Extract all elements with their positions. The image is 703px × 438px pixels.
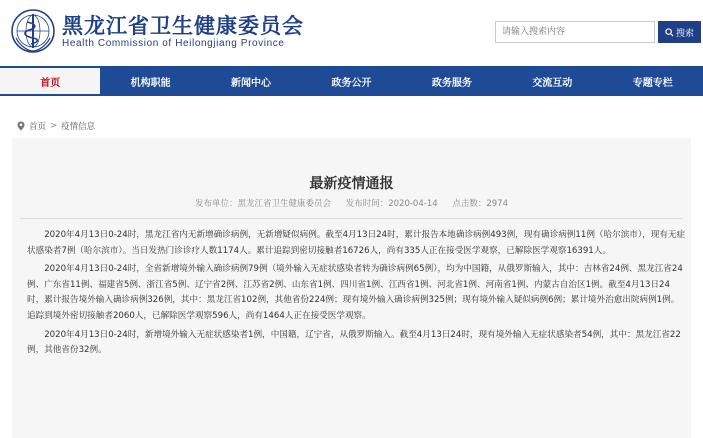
breadcrumb-home-link[interactable]: 首页 — [29, 122, 47, 132]
site-header — [0, 0, 703, 66]
article-body — [27, 228, 687, 362]
article-title: 最新疫情通报 — [309, 176, 394, 192]
nav-item-gov-services[interactable]: 政务服务 — [431, 77, 472, 89]
nav-item-news[interactable]: 新闻中心 — [231, 77, 272, 89]
location-pin-icon — [17, 121, 25, 131]
article-views: 点击数：2974 — [452, 199, 508, 209]
main-nav — [0, 66, 703, 96]
breadcrumb-separator: > — [50, 121, 58, 131]
article-paragraph: 2020年4月13日0-24时，黑龙江省内无新增确诊病例，无新增疑似病例。截至4月13日24时，累计报告本地确诊病例493例，现有确诊病例11例（哈尔滨市），现有无症状感染者7例（哈尔滨市）。当日发热门诊诊疗人数1174人。累计追踪到密切接触者16726人，尚有335人正在接受医学观察，已解除医学观察16391人。 — [27, 230, 686, 256]
nav-item-special-topics[interactable]: 专题专栏 — [632, 77, 673, 89]
nav-item-interaction[interactable]: 交流互动 — [532, 77, 573, 89]
search-button[interactable] — [658, 21, 701, 43]
nav-item-home[interactable]: 首页 — [0, 68, 100, 94]
health-commission-logo-icon — [10, 8, 56, 54]
article-meta — [0, 197, 703, 209]
article-date: 发布时间：2020-04-14 — [345, 199, 438, 209]
breadcrumb-current[interactable]: 疫情信息 — [61, 122, 96, 132]
article-paragraph: 2020年4月13日0-24时，新增境外输入无症状感染者1例，中国籍，辽宁省，从俄罗斯输入。截至4月13日24时，现有境外输入无症状感染者54例，其中：黑龙江省22例，其他省份32例。 — [27, 329, 681, 356]
search-input[interactable] — [495, 21, 655, 43]
search-icon — [665, 28, 674, 37]
article-paragraph: 2020年4月13日0-24时，全省新增境外输入确诊病例79例（境外输入无症状感染者转为确诊病例65例），均为中国籍，从俄罗斯输入，其中：吉林省24例、黑龙江省24例、广东省11例、福建省5例、浙江省5例、辽宁省2例、江苏省2例、山东省1例、四川省1例、江西省1例、河北省1例、河南省1例、内蒙古自治区1例。截至4月13日24时，累计报告境外输入确诊病例326例，其中：黑龙江省102例，其他省份224例；现有境外输入确诊病例325例；现有境外输入疑似病例6例；累计境外治愈出院病例1例。追踪到境外密切接触者2060人，已解除医学观察596人，尚有1464人正在接受医学观察。 — [27, 264, 683, 321]
site-title-english: Health Commission of Heilongjiang Province — [62, 38, 285, 49]
title-divider — [20, 218, 683, 219]
search-button-label: 搜索 — [675, 28, 694, 39]
nav-item-gov-affairs[interactable]: 政务公开 — [331, 77, 372, 89]
site-title: 黑龙江省卫生健康委员会 — [62, 14, 304, 38]
nav-item-functions[interactable]: 机构职能 — [130, 77, 171, 89]
article-publisher: 发布单位：黑龙江省卫生健康委员会 — [195, 199, 332, 209]
breadcrumb — [17, 120, 95, 132]
